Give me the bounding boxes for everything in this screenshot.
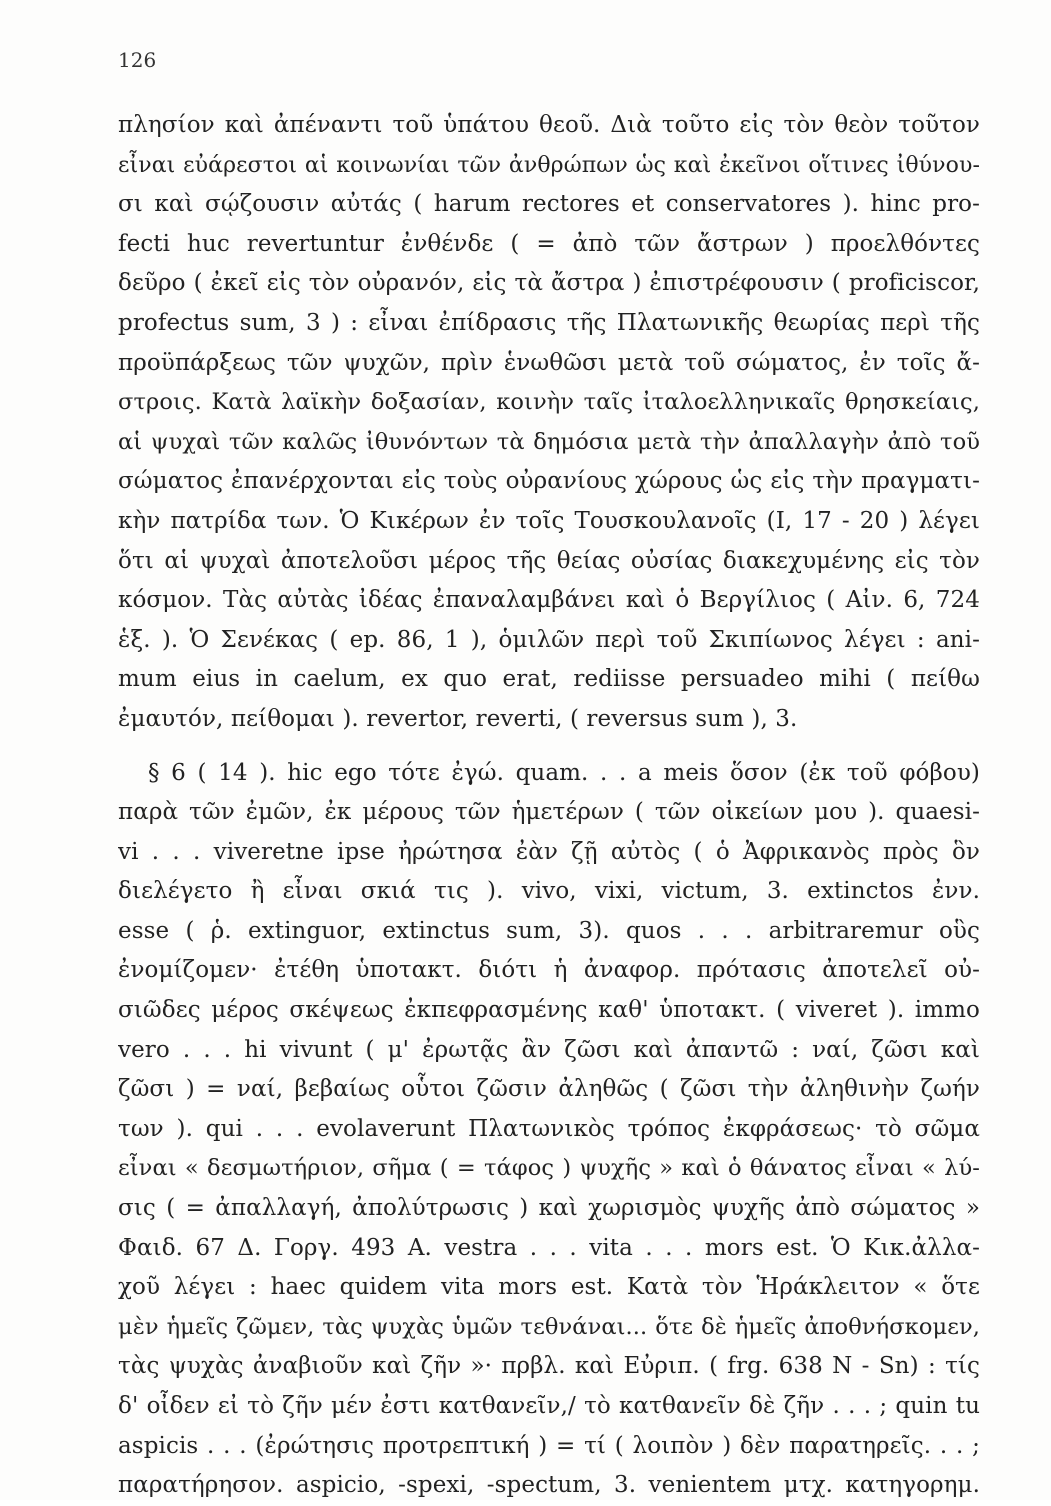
text-line: ἐνομίζομεν· ἐτέθη ὑποτακτ. διότι ἡ ἀναφορ. πρότασις ἀποτελεῖ οὐ- — [118, 957, 980, 984]
text-line: χοῦ λέγει : haec quidem vita mors est. Κατὰ τὸν Ἡράκλειτον « ὅτε — [118, 1274, 980, 1301]
text-line: παρατήρησον. aspicio, -spexi, -spectum, 3. venientem μτχ. κατηγορημ. — [118, 1472, 980, 1499]
text-line: των ). qui . . . evolaverunt Πλατωνικὸς τρόπος ἐκφράσεως· τὸ σῶμα — [118, 1115, 980, 1142]
text-line: προϋπάρξεως τῶν ψυχῶν, πρὶν ἑνωθῶσι μετὰ τοῦ σώματος, ἐν τοῖς ἄ- — [118, 349, 980, 376]
text-line: τὰς ψυχὰς ἀναβιοῦν καὶ ζῆν »· πρβλ. καὶ Εὐριπ. ( frg. 638 N - Sn) : τίς — [118, 1353, 980, 1380]
text-line: ἑξ. ). Ὁ Σενέκας ( ep. 86, 1 ), ὁμιλῶν περὶ τοῦ Σκιπίωνος λέγει : ani- — [118, 626, 980, 653]
text-line: ζῶσι ) = ναί, βεβαίως οὗτοι ζῶσιν ἀληθῶς ( ζῶσι τὴν ἀληθινὴν ζωήν — [118, 1076, 980, 1103]
text-line: mum eius in caelum, ex quo erat, rediisse persuadeo mihi ( πείθω — [118, 666, 980, 693]
text-line: Φαιδ. 67 Δ. Γοργ. 493 Α. vestra . . . vita . . . mors est. Ὁ Κικ.ἀλλα- — [118, 1234, 980, 1261]
text-line: fecti huc revertuntur ἐνθένδε ( = ἀπὸ τῶν ἄστρων ) προελθόντες — [118, 230, 980, 257]
text-line: πλησίον καὶ ἀπέναντι τοῦ ὑπάτου θεοῦ. Διὰ τοῦτο εἰς τὸν θεὸν τοῦτον — [118, 112, 980, 138]
page-number: 126 — [118, 48, 157, 72]
text-line: αἱ ψυχαὶ τῶν καλῶς ἰθυνόντων τὰ δημόσια μετὰ τὴν ἀπαλλαγὴν ἀπὸ τοῦ — [118, 428, 980, 455]
text-line: κὴν πατρίδα των. Ὁ Κικέρων ἐν τοῖς Τουσκουλανοῖς (Ι, 17 - 20 ) λέγει — [118, 507, 980, 534]
text-line: δ' οἶδεν εἰ τὸ ζῆν μέν ἐστι κατθανεῖν,/ τὸ κατθανεῖν δὲ ζῆν . . . ; quin tu — [118, 1393, 980, 1419]
text-line: στροις. Κατὰ λαϊκὴν δοξασίαν, κοινὴν ταῖς ἰταλοελληνικαῖς θρησκείαις, — [118, 389, 980, 416]
text-line: εἶναι εὐάρεστοι αἱ κοινωνίαι τῶν ἀνθρώπων ὡς καὶ ἐκεῖνοι οἵτινες ἰθύνου- — [118, 152, 980, 178]
paragraph-gap — [118, 740, 980, 754]
text-line: κόσμον. Τὰς αὐτὰς ἰδέας ἐπαναλαμβάνει καὶ ὁ Βεργίλιος ( Αἰν. 6, 724 — [118, 587, 980, 614]
text-line: διελέγετο ἢ εἶναι σκιά τις ). vivo, vixi, victum, 3. extinctos ἐνν. — [118, 878, 980, 905]
text-line: μὲν ἡμεῖς ζῶμεν, τὰς ψυχὰς ὑμῶν τεθνάναι... ὅτε δὲ ἡμεῖς ἀποθνήσκομεν, — [118, 1313, 980, 1340]
paragraph-2 — [118, 754, 980, 1506]
text-line: σιῶδες μέρος σκέψεως ἐκπεφρασμένης καθ' ὑποτακτ. ( viveret ). immo — [118, 997, 980, 1024]
text-line: σι καὶ σῴζουσιν αὐτάς ( harum rectores et conservatores ). hinc pro- — [118, 191, 980, 218]
paragraph-1 — [118, 106, 980, 740]
text-line: σώματος ἐπανέρχονται εἰς τοὺς οὐρανίους χώρους ὡς εἰς τὴν πραγματι- — [118, 468, 980, 495]
text-line: § 6 ( 14 ). hic ego τότε ἐγώ. quam. . . a meis ὅσον (ἐκ τοῦ φόβου) — [148, 759, 980, 786]
text-line: παρὰ τῶν ἐμῶν, ἐκ μέρους τῶν ἡμετέρων ( τῶν οἰκείων μου ). quaesi- — [118, 799, 980, 826]
text-line: ὅτι αἱ ψυχαὶ ἀποτελοῦσι μέρος τῆς θείας οὐσίας διακεχυμένης εἰς τὸν — [118, 547, 980, 574]
text-line: aspicis . . . (ἐρώτησις προτρεπτική ) = τί ( λοιπὸν ) δὲν παρατηρεῖς. . . ; — [118, 1432, 980, 1459]
commentary-text — [118, 106, 980, 1506]
text-line: εἶναι « δεσμωτήριον, σῆμα ( = τάφος ) ψυχῆς » καὶ ὁ θάνατος εἶναι « λύ- — [118, 1155, 980, 1182]
text-line: vero . . . hi vivunt ( μ' ἐρωτᾷς ἂν ζῶσι καὶ ἀπαντῶ : ναί, ζῶσι καὶ — [118, 1036, 980, 1063]
text-line: esse ( ῥ. extinguor, extinctus sum, 3). quos . . . arbitraremur οὓς — [118, 917, 980, 944]
text-line: vi . . . viveretne ipse ἠρώτησα ἐὰν ζῇ αὐτὸς ( ὁ Ἀφρικανὸς πρὸς ὃν — [118, 838, 980, 865]
text-line: σις ( = ἀπαλλαγή, ἀπολύτρωσις ) καὶ χωρισμὸς ψυχῆς ἀπὸ σώματος » — [118, 1195, 980, 1222]
text-line: profectus sum, 3 ) : εἶναι ἐπίδρασις τῆς Πλατωνικῆς θεωρίας περὶ τῆς — [118, 309, 980, 336]
text-line: δεῦρο ( ἐκεῖ εἰς τὸν οὐρανόν, εἰς τὰ ἄστρα ) ἐπιστρέφουσιν ( proficiscor, — [118, 270, 980, 297]
text-line: ἐμαυτόν, πείθομαι ). revertor, reverti, ( reversus sum ), 3. — [118, 705, 798, 732]
